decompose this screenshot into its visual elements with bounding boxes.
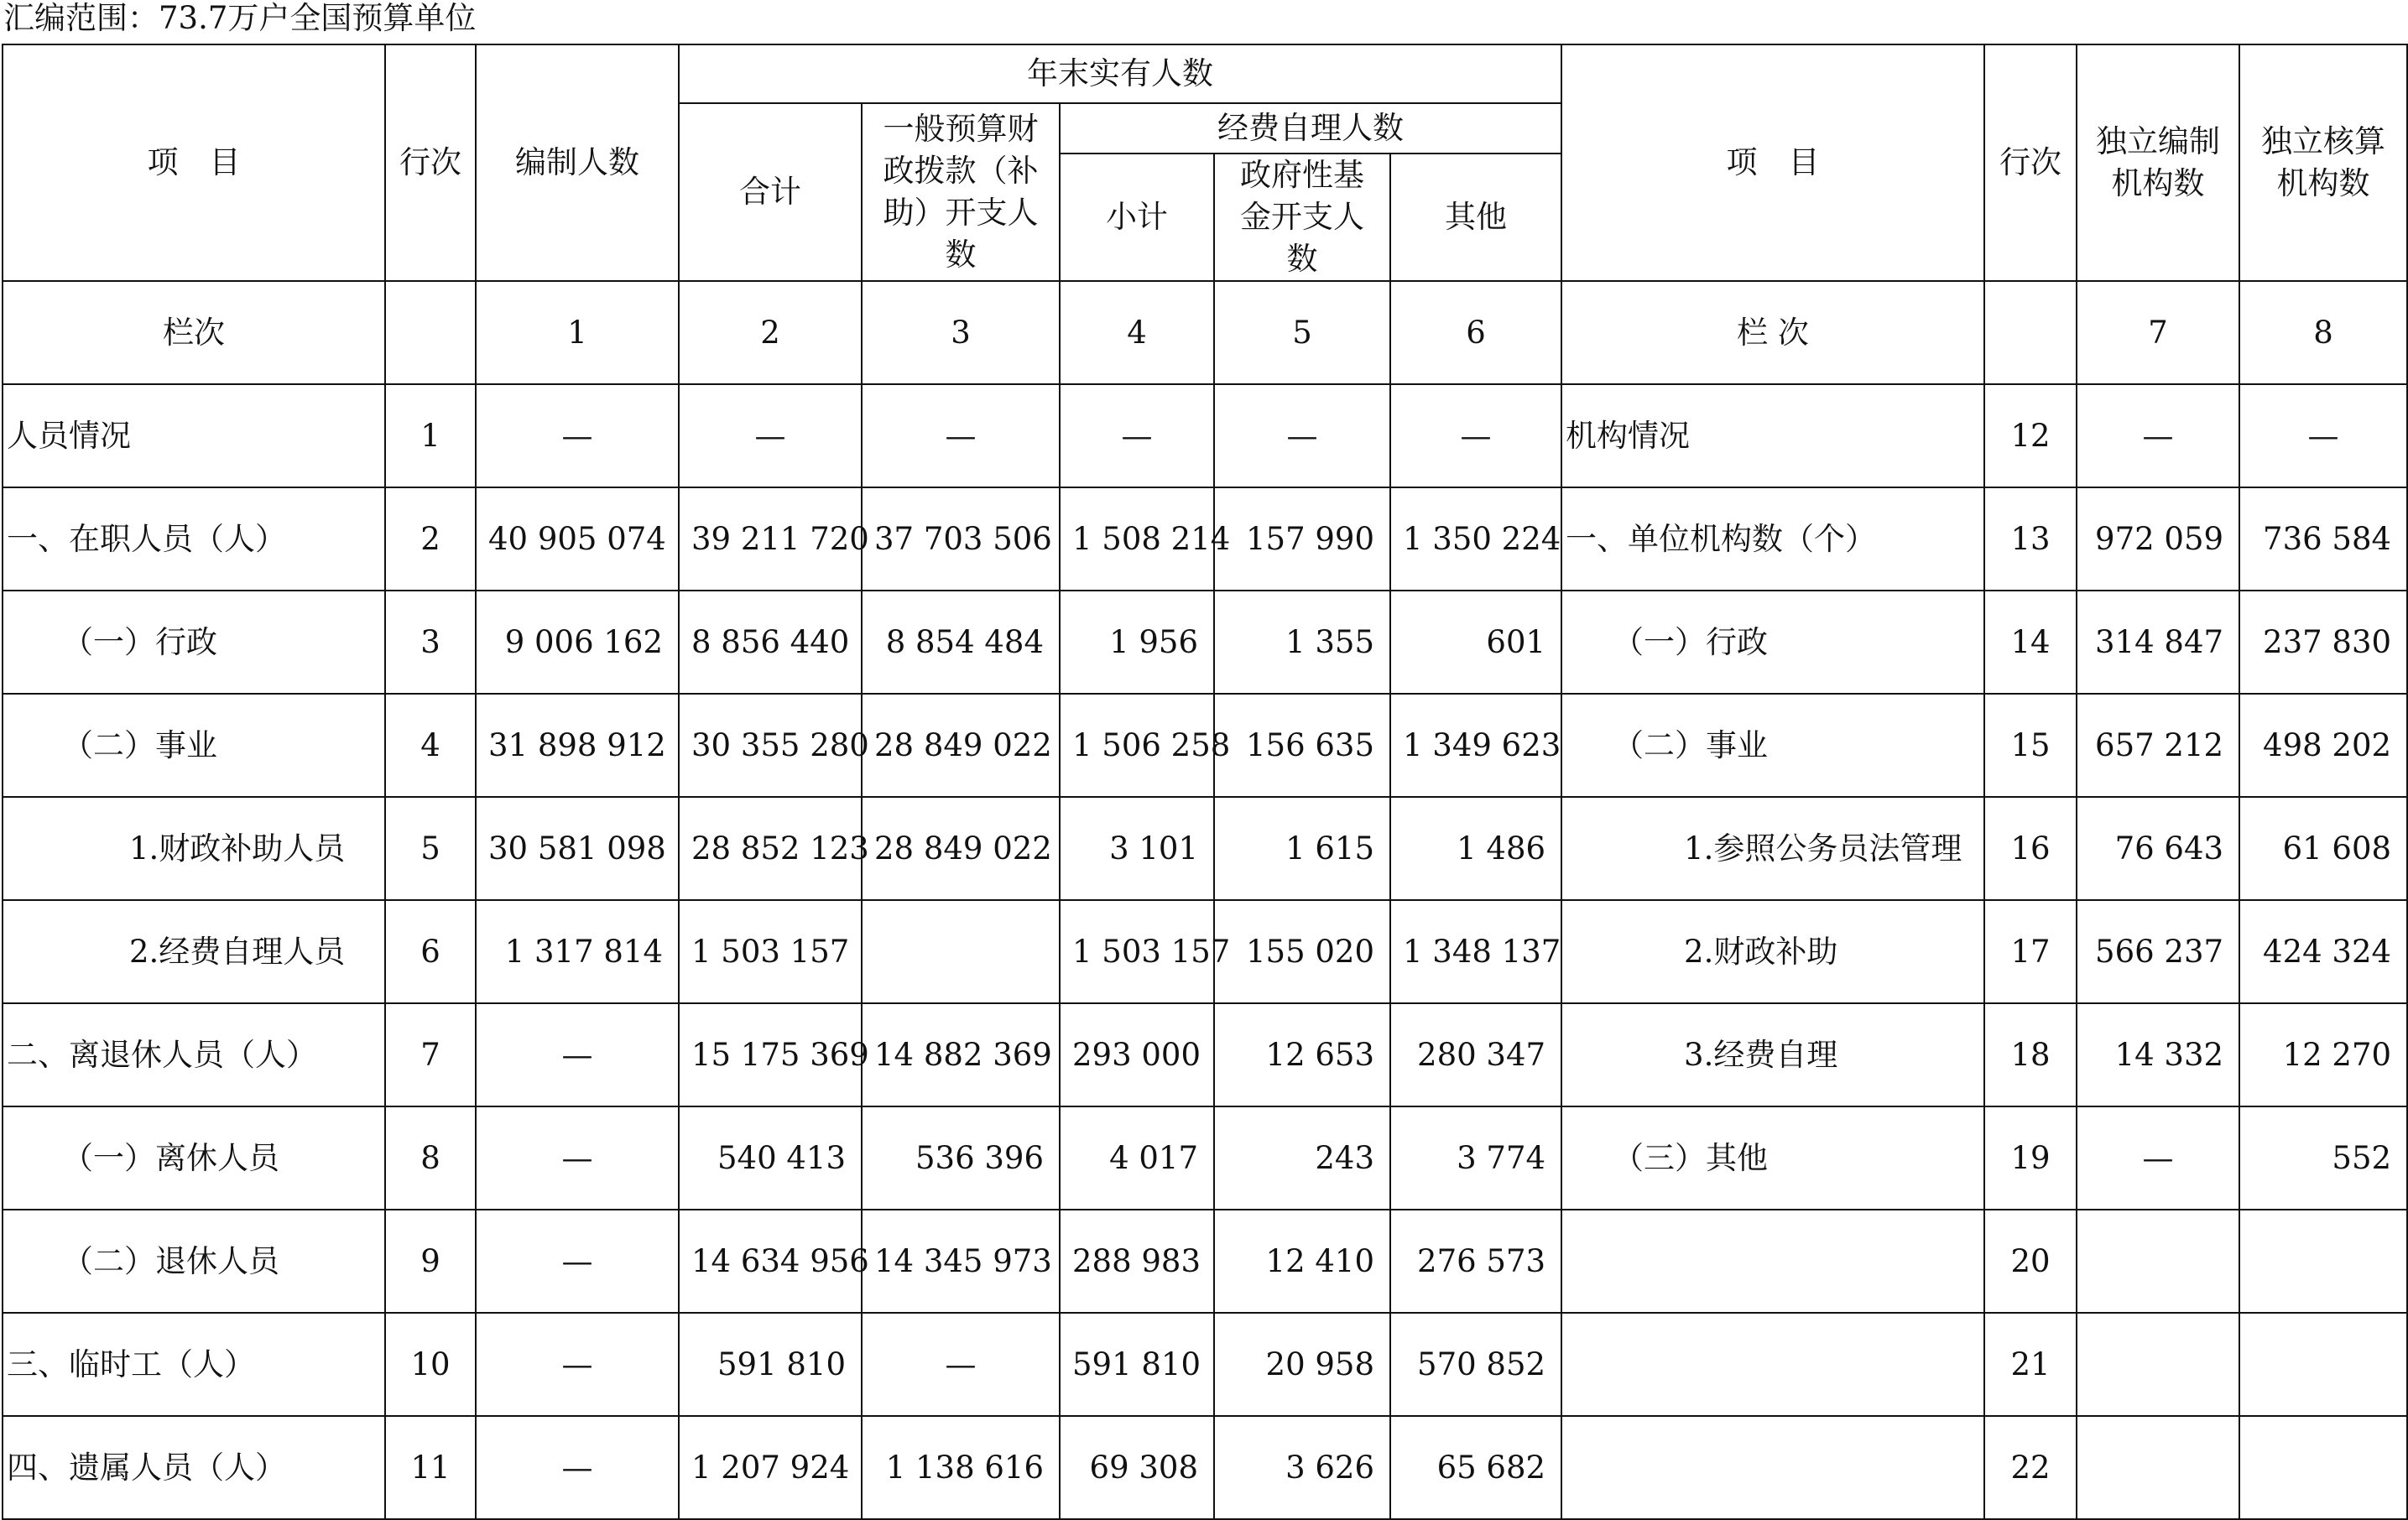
- column-number-5: 5: [1214, 281, 1390, 384]
- value-indep-account-org: 424 324: [2239, 900, 2407, 1003]
- row-item-right: [1561, 1313, 1984, 1416]
- table-row: [3, 797, 2407, 900]
- value-staffing: 31 898 912: [476, 694, 679, 797]
- value-staffing: —: [476, 1003, 679, 1106]
- value-gov-fund: 3 626: [1214, 1416, 1390, 1519]
- row-item-right: [1561, 1416, 1984, 1519]
- value-indep-staff-org: [2077, 1416, 2239, 1519]
- row-number-right: 18: [1984, 1003, 2077, 1106]
- value-indep-staff-org: 972 059: [2077, 487, 2239, 591]
- value-other: 276 573: [1390, 1210, 1561, 1313]
- value-other: 601: [1390, 591, 1561, 694]
- value-staffing: —: [476, 1210, 679, 1313]
- value-subtotal: 3 101: [1060, 797, 1214, 900]
- value-subtotal: 1 503 157: [1060, 900, 1214, 1003]
- value-general-budget: [862, 900, 1060, 1003]
- row-item: 一、在职人员（人）: [3, 487, 385, 591]
- value-gov-fund: 12 410: [1214, 1210, 1390, 1313]
- value-other: 65 682: [1390, 1416, 1561, 1519]
- value-subtotal: 591 810: [1060, 1313, 1214, 1416]
- row-item-right: [1561, 1210, 1984, 1313]
- value-total: 540 413: [679, 1106, 862, 1210]
- value-indep-staff-org: [2077, 1313, 2239, 1416]
- header-gov-fund: 政府性基金开支人数: [1214, 154, 1390, 281]
- column-number-label: 栏次: [3, 281, 385, 384]
- header-row-no: 行次: [385, 44, 476, 281]
- value-indep-staff-org: 14 332: [2077, 1003, 2239, 1106]
- row-number-right: 17: [1984, 900, 2077, 1003]
- value-gov-fund: —: [1214, 384, 1390, 487]
- value-general-budget: 14 345 973: [862, 1210, 1060, 1313]
- column-number-4: 4: [1060, 281, 1214, 384]
- row-item-right: 3.经费自理: [1561, 1003, 1984, 1106]
- table-row: [3, 1003, 2407, 1106]
- row-number-right: 16: [1984, 797, 2077, 900]
- value-total: 30 355 280: [679, 694, 862, 797]
- row-number-right: 19: [1984, 1106, 2077, 1210]
- value-subtotal: —: [1060, 384, 1214, 487]
- value-general-budget: 37 703 506: [862, 487, 1060, 591]
- value-indep-account-org: 237 830: [2239, 591, 2407, 694]
- header-row-1: [3, 44, 2407, 103]
- header-total: 合计: [679, 103, 862, 281]
- value-general-budget: 1 138 616: [862, 1416, 1060, 1519]
- value-general-budget: 14 882 369: [862, 1003, 1060, 1106]
- value-subtotal: 4 017: [1060, 1106, 1214, 1210]
- table-row: [3, 1210, 2407, 1313]
- header-item: 项 目: [3, 44, 385, 281]
- value-subtotal: 288 983: [1060, 1210, 1214, 1313]
- value-gov-fund: 155 020: [1214, 900, 1390, 1003]
- value-indep-account-org: 498 202: [2239, 694, 2407, 797]
- value-staffing: —: [476, 1106, 679, 1210]
- row-number: 5: [385, 797, 476, 900]
- header-other: 其他: [1390, 154, 1561, 281]
- table-row: [3, 1313, 2407, 1416]
- row-number-right: 13: [1984, 487, 2077, 591]
- value-gov-fund: 20 958: [1214, 1313, 1390, 1416]
- value-other: —: [1390, 384, 1561, 487]
- value-total: 14 634 956: [679, 1210, 862, 1313]
- value-indep-staff-org: [2077, 1210, 2239, 1313]
- value-indep-staff-org: 657 212: [2077, 694, 2239, 797]
- row-number: 9: [385, 1210, 476, 1313]
- value-staffing: 40 905 074: [476, 487, 679, 591]
- value-staffing: —: [476, 1416, 679, 1519]
- table-row: [3, 900, 2407, 1003]
- value-indep-account-org: [2239, 1313, 2407, 1416]
- row-number: 10: [385, 1313, 476, 1416]
- value-indep-account-org: [2239, 1210, 2407, 1313]
- value-total: 1 207 924: [679, 1416, 862, 1519]
- header-general-budget: 一般预算财政拨款（补助）开支人数: [862, 103, 1060, 281]
- value-general-budget: 8 854 484: [862, 591, 1060, 694]
- value-subtotal: 1 956: [1060, 591, 1214, 694]
- value-gov-fund: 243: [1214, 1106, 1390, 1210]
- value-subtotal: 69 308: [1060, 1416, 1214, 1519]
- row-item-right: 2.财政补助: [1561, 900, 1984, 1003]
- value-other: 1 486: [1390, 797, 1561, 900]
- row-item: （二）事业: [3, 694, 385, 797]
- table-row: [3, 694, 2407, 797]
- row-item: 2.经费自理人员: [3, 900, 385, 1003]
- value-total: 591 810: [679, 1313, 862, 1416]
- row-number: 8: [385, 1106, 476, 1210]
- row-number: 7: [385, 1003, 476, 1106]
- value-indep-account-org: 736 584: [2239, 487, 2407, 591]
- value-subtotal: 1 506 258: [1060, 694, 1214, 797]
- row-number-right: 22: [1984, 1416, 2077, 1519]
- header-indep-account-org: 独立核算机构数: [2239, 44, 2407, 281]
- header-staffing: 编制人数: [476, 44, 679, 281]
- row-number-right: 14: [1984, 591, 2077, 694]
- header-subtotal: 小计: [1060, 154, 1214, 281]
- row-item-right: 机构情况: [1561, 384, 1984, 487]
- row-item-right: （三）其他: [1561, 1106, 1984, 1210]
- column-number-blank: [385, 281, 476, 384]
- value-other: 280 347: [1390, 1003, 1561, 1106]
- value-indep-staff-org: —: [2077, 384, 2239, 487]
- row-item: 1.财政补助人员: [3, 797, 385, 900]
- row-item: 三、临时工（人）: [3, 1313, 385, 1416]
- value-indep-staff-org: 76 643: [2077, 797, 2239, 900]
- value-gov-fund: 156 635: [1214, 694, 1390, 797]
- value-general-budget: 28 849 022: [862, 797, 1060, 900]
- row-item-right: （二）事业: [1561, 694, 1984, 797]
- value-total: 1 503 157: [679, 900, 862, 1003]
- value-staffing: —: [476, 1313, 679, 1416]
- value-total: 15 175 369: [679, 1003, 862, 1106]
- header-row-no-right: 行次: [1984, 44, 2077, 281]
- row-item: （二）退休人员: [3, 1210, 385, 1313]
- value-general-budget: 28 849 022: [862, 694, 1060, 797]
- value-indep-staff-org: 566 237: [2077, 900, 2239, 1003]
- header-year-end-group: 年末实有人数: [679, 44, 1561, 103]
- row-number: 11: [385, 1416, 476, 1519]
- column-number-7: 7: [2077, 281, 2239, 384]
- value-gov-fund: 12 653: [1214, 1003, 1390, 1106]
- row-number-right: 21: [1984, 1313, 2077, 1416]
- staffing-statistics-table: [2, 44, 2408, 1520]
- value-other: 1 350 224: [1390, 487, 1561, 591]
- value-indep-account-org: —: [2239, 384, 2407, 487]
- value-gov-fund: 157 990: [1214, 487, 1390, 591]
- header-item-right: 项 目: [1561, 44, 1984, 281]
- value-gov-fund: 1 355: [1214, 591, 1390, 694]
- value-other: 570 852: [1390, 1313, 1561, 1416]
- value-staffing: 9 006 162: [476, 591, 679, 694]
- table-row: [3, 1416, 2407, 1519]
- row-number: 2: [385, 487, 476, 591]
- value-total: 39 211 720: [679, 487, 862, 591]
- value-general-budget: —: [862, 1313, 1060, 1416]
- row-item: （一）行政: [3, 591, 385, 694]
- row-item-right: 一、单位机构数（个）: [1561, 487, 1984, 591]
- value-total: 8 856 440: [679, 591, 862, 694]
- row-item-right: 1.参照公务员法管理: [1561, 797, 1984, 900]
- value-other: 3 774: [1390, 1106, 1561, 1210]
- row-number-right: 15: [1984, 694, 2077, 797]
- value-gov-fund: 1 615: [1214, 797, 1390, 900]
- value-indep-staff-org: —: [2077, 1106, 2239, 1210]
- column-number-8: 8: [2239, 281, 2407, 384]
- table-row: [3, 384, 2407, 487]
- value-indep-account-org: 12 270: [2239, 1003, 2407, 1106]
- value-other: 1 348 137: [1390, 900, 1561, 1003]
- value-total: 28 852 123: [679, 797, 862, 900]
- column-number-blank-right: [1984, 281, 2077, 384]
- table-caption: 汇编范围：73.7万户全国预算单位: [3, 0, 477, 36]
- row-number: 3: [385, 591, 476, 694]
- value-total: —: [679, 384, 862, 487]
- column-number-row: [3, 281, 2407, 384]
- value-indep-account-org: 552: [2239, 1106, 2407, 1210]
- row-number: 1: [385, 384, 476, 487]
- row-item: 二、离退休人员（人）: [3, 1003, 385, 1106]
- column-number-2: 2: [679, 281, 862, 384]
- value-subtotal: 293 000: [1060, 1003, 1214, 1106]
- column-number-label-right: 栏 次: [1561, 281, 1984, 384]
- value-staffing: —: [476, 384, 679, 487]
- column-number-3: 3: [862, 281, 1060, 384]
- value-general-budget: —: [862, 384, 1060, 487]
- value-indep-account-org: [2239, 1416, 2407, 1519]
- row-item-right: （一）行政: [1561, 591, 1984, 694]
- table-row: [3, 487, 2407, 591]
- row-item: （一）离休人员: [3, 1106, 385, 1210]
- table-row: [3, 591, 2407, 694]
- column-number-6: 6: [1390, 281, 1561, 384]
- row-number-right: 20: [1984, 1210, 2077, 1313]
- value-staffing: 1 317 814: [476, 900, 679, 1003]
- header-indep-staff-org: 独立编制机构数: [2077, 44, 2239, 281]
- row-item: 四、遗属人员（人）: [3, 1416, 385, 1519]
- column-number-1: 1: [476, 281, 679, 384]
- row-item: 人员情况: [3, 384, 385, 487]
- table-row: [3, 1106, 2407, 1210]
- value-indep-staff-org: 314 847: [2077, 591, 2239, 694]
- row-number-right: 12: [1984, 384, 2077, 487]
- row-number: 4: [385, 694, 476, 797]
- header-self-funded-group: 经费自理人数: [1060, 103, 1561, 154]
- value-staffing: 30 581 098: [476, 797, 679, 900]
- value-indep-account-org: 61 608: [2239, 797, 2407, 900]
- value-general-budget: 536 396: [862, 1106, 1060, 1210]
- row-number: 6: [385, 900, 476, 1003]
- value-other: 1 349 623: [1390, 694, 1561, 797]
- value-subtotal: 1 508 214: [1060, 487, 1214, 591]
